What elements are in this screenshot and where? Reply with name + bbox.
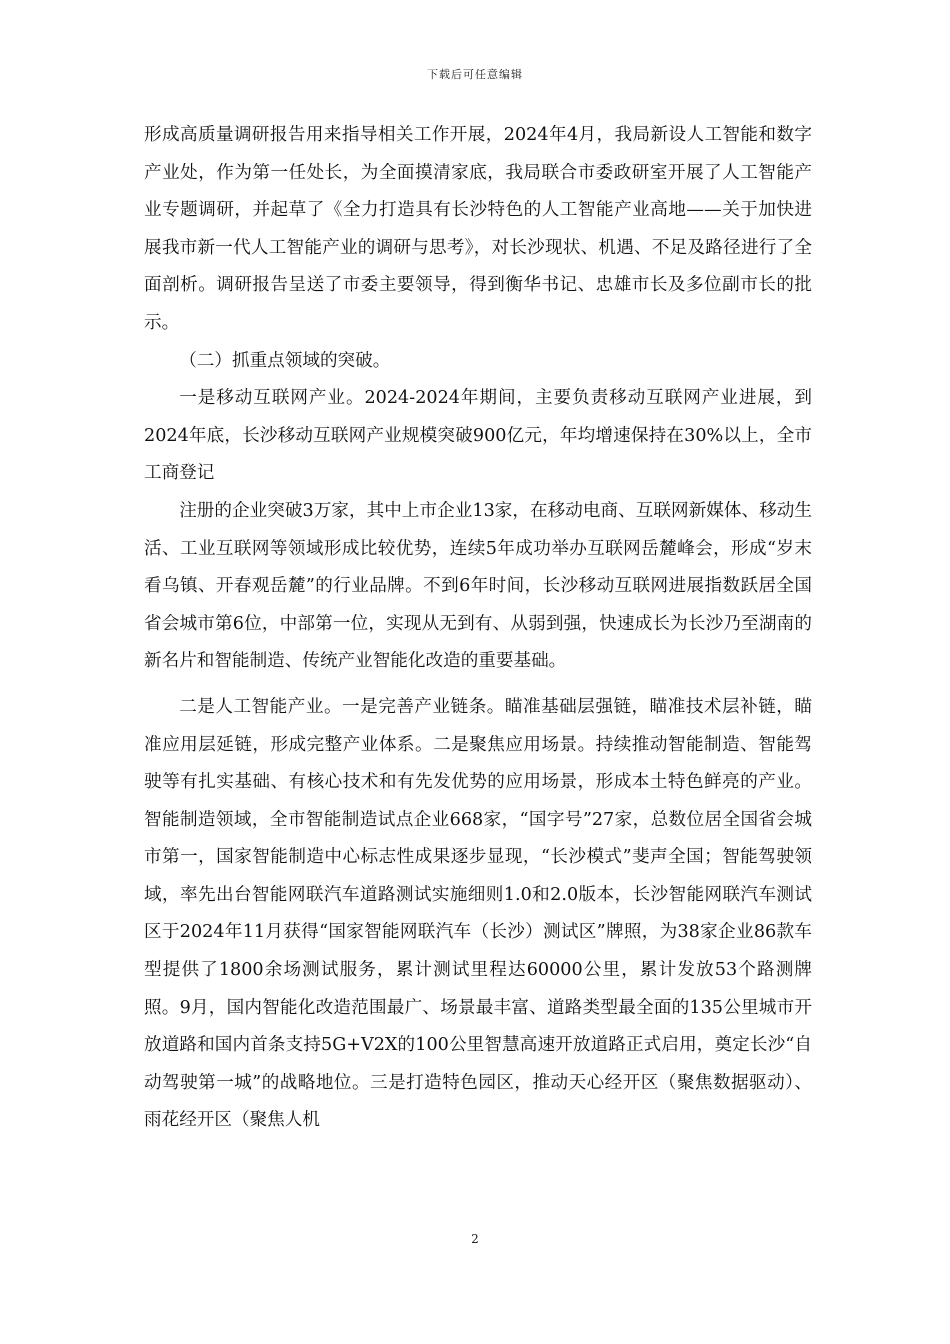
document-body [144,117,812,1140]
page-number: 2 [471,1232,479,1246]
paragraph-mobile-internet: 一是移动互联网产业。2024-2024年期间，主要负责移动互联网产业进展，到2024年底，长沙移动互联网产业规模突破900亿元，年均增速保持在30%以上，全市工商登记 [144,388,812,484]
paragraph-ai-industry: 二是人工智能产业。一是完善产业链条。瞄准基础层强链，瞄准技术层补链，瞄准应用层延链，形成完整产业体系。二是聚焦应用场景。持续推动智能制造、智能驾驶等有扎实基础、有核心技术和有先发优势的应用场景，形成本土特色鲜亮的产业。智能制造领域，全市智能制造试点企业668家，“国字号”27家，总数位居全国省会城市第一，国家智能制造中心标志性成果逐步显现，“长沙模式”斐声全国；智能驾驶领域，率先出台智能网联汽车道路测试实施细则1.0和2.0版本，长沙智能网联汽车测试区于2024年11月获得“国家智能网联汽车（长沙）测试区”牌照，为38家企业86款车型提供了1800余场测试服务，累计测试里程达60000公里，累计发放53个路测牌照。9月，国内智能化改造范围最广、场景最丰富、道路类型最全面的135公里城市开放道路和国内首条支持5G+V2X的100公里智慧高速开放道路正式启用，奠定长沙“自动驾驶第一城”的战略地位。三是打造特色园区，推动天心经开区（聚焦数据驱动）、雨花经开区（聚焦人机 [144,696,812,1131]
page-header-note: 下载后可任意编辑 [427,68,523,81]
section-heading-key-fields: （二）抓重点领域的突破。 [179,350,391,371]
paragraph-research-report: 形成高质量调研报告用来指导相关工作开展，2024年4月，我局新设人工智能和数字产业处，作为第一任处长，为全面摸清家底，我局联合市委政研室开展了人工智能产业专题调研，并起草了《全力打造具有长沙特色的人工智能产业高地——关于加快进展我市新一代人工智能产业的调研与思考》，对长沙现状、机遇、不足及路径进行了全面剖析。调研报告呈送了市委主要领导，得到衡华书记、忠雄市长及多位副市长的批示。 [144,125,812,333]
paragraph-registered-enterprises: 注册的企业突破3万家，其中上市企业13家，在移动电商、互联网新媒体、移动生活、工业互联网等领域形成比较优势，连续5年成功举办互联网岳麓峰会，形成“岁末看乌镇、开春观岳麓”的行业品牌。不到6年时间，长沙移动互联网进展指数跃居全国省会城市第6位，中部第一位，实现从无到有、从弱到强，快速成长为长沙乃至湖南的新名片和智能制造、传统产业智能化改造的重要基础。 [144,500,812,672]
